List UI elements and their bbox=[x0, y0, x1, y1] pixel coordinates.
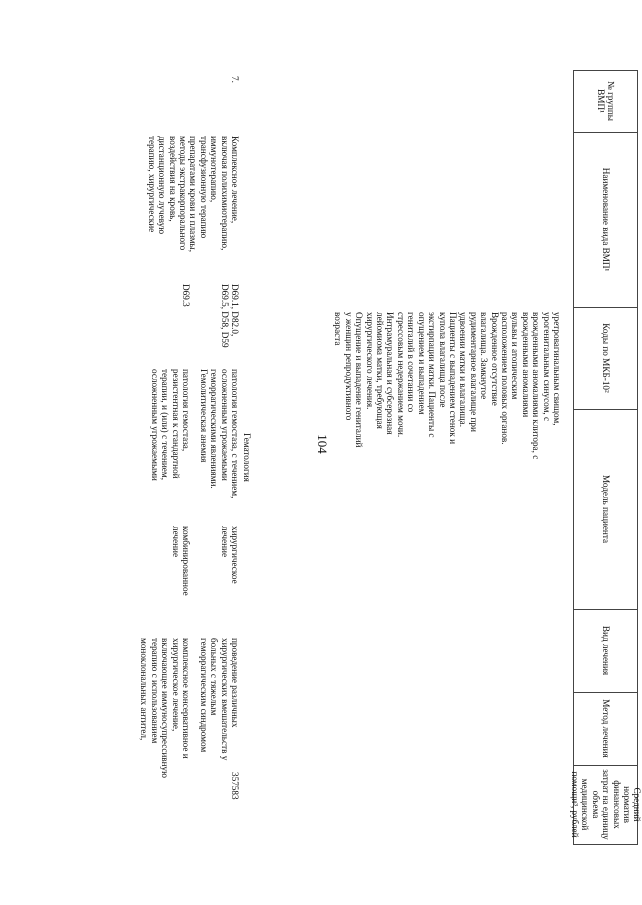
group-cost: 357583 bbox=[230, 772, 240, 800]
section-title-hematology: Гематология bbox=[242, 433, 252, 482]
row2-treatment-method: комплексное консервативное и хирургическое лечение, включающее иммуносупрессивную терапию с использованием моноклональных антител, bbox=[139, 638, 191, 779]
row2-treatment-type: комбинированное лечение bbox=[170, 526, 191, 596]
continuation-patient-model: уретровагинальным свищом, урогенитальным синусом, с врожденными аномалиями клитора, с врожденными аномалиями вульвы и атопическим расположением половых органов. Врожденное отсутствие влагалища. Замкнутое рудиментарное влагалище при удвоении матки и влагалища. Пациенты с выпадением стенок и купола влагалища после экстирпации матки. Пациенты с опущением и выпадением гениталий в сочетании со стрессовым недержанием мочи. Интрамуральная и субсерозная лейомиома матки, требующая хирургического лечения. Опущение и выпадение гениталий у женщин репродуктивного возраста bbox=[333, 312, 562, 460]
header-icd-codes: Коды по МКБ-10² bbox=[601, 323, 612, 393]
header-treatment-type: Вид лечения bbox=[601, 625, 612, 676]
header-vmp-name: Наименование вида ВМП¹ bbox=[601, 167, 612, 272]
data-table bbox=[88, 70, 642, 845]
row1-patient-model: патология гемостаза, с течением, осложненным угрожаемыми геморрагическими явлениями. Гемолитическая анемия bbox=[198, 369, 240, 499]
row1-treatment-type: хирургическое лечение bbox=[219, 526, 240, 584]
header-cost: Средний норматив финансовых затрат на единицу объема медицинской помощи³, рублей bbox=[569, 769, 642, 840]
group-number: 7. bbox=[230, 76, 240, 83]
header-divider bbox=[574, 844, 638, 845]
header-patient-model: Модель пациента bbox=[601, 474, 612, 544]
row1-treatment-method: проведение различных хирургических вмешательств у больных с тяжелым геморрагическим синдромом bbox=[198, 638, 240, 761]
header-group-number: № группы ВМП¹ bbox=[596, 81, 617, 121]
header-treatment-method: Метод лечения bbox=[601, 699, 612, 758]
page-number: 104 bbox=[315, 434, 330, 454]
group-vmp-name: Комплексное лечение, включая полихимиотерапию, иммунотерапию, трансфузионную терапию препаратами крови и плазмы, методы экстракорпорального воздействия на кровь, дистанционную лучевую терапию, хирургические bbox=[146, 136, 240, 253]
row1-icd-codes: D69.1, D82.0, D69.5, D58, D59 bbox=[219, 284, 240, 348]
row2-icd-codes: D69.3 bbox=[181, 284, 191, 307]
row2-patient-model: патология гемостаза, резистентная к стандартной терапии, и (или) с течением, осложненным угрожаемыми bbox=[149, 369, 191, 481]
